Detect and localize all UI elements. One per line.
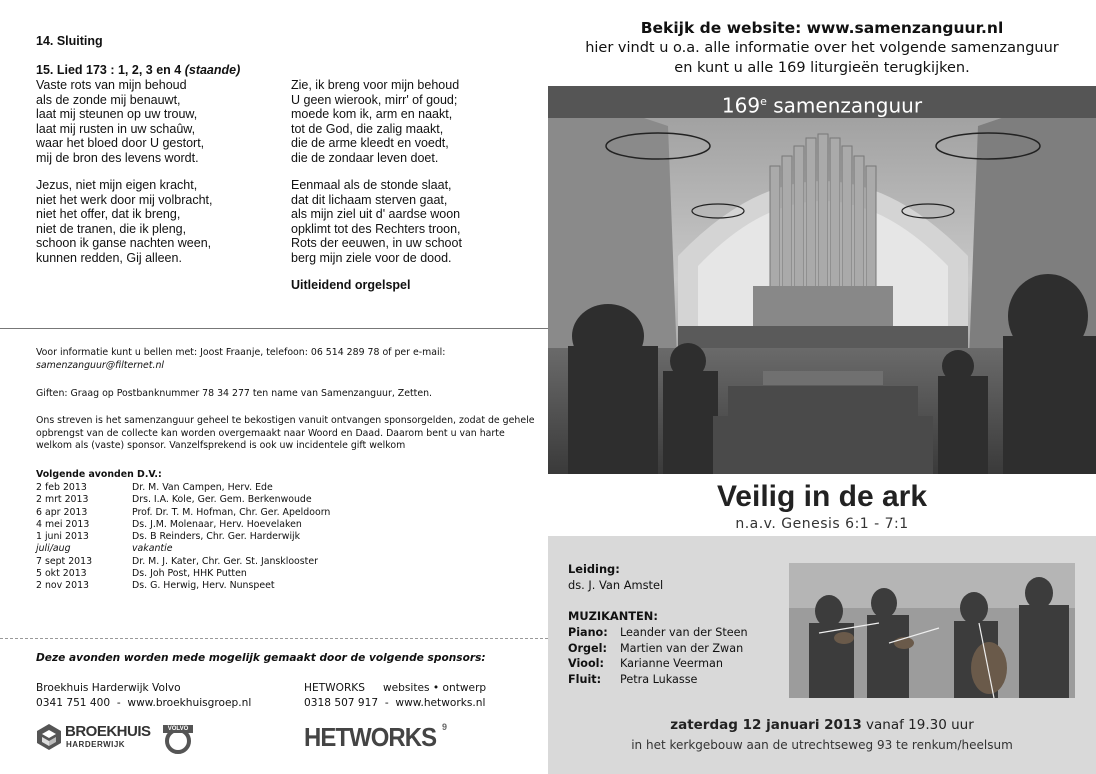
sponsors-intro: Deze avonden worden mede mogelijk gemaakt door de volgende sponsors: <box>36 652 486 664</box>
schedule-row <box>36 482 456 494</box>
gifts-text: Giften: Graag op Postbanknummer 78 34 277 ten name van Samenzanguur, Zetten. <box>36 388 433 399</box>
broekhuis-sub: HARDERWIJK <box>66 740 126 749</box>
sponsor-2-tagline: websites • ontwerp <box>383 682 487 694</box>
schedule-date: 7 sept 2013 <box>36 555 93 567</box>
sponsor-2-contact: 0318 507 917 - www.hetworks.nl <box>304 697 486 709</box>
event-date-main: zaterdag 12 januari 2013 <box>670 717 862 733</box>
hymn-title: 15. Lied 173 : 1, 2, 3 en 4 <box>36 63 185 77</box>
website-info-line: hier vindt u o.a. alle informatie over het volgende samenzanguur <box>585 40 1059 56</box>
schedule-row <box>36 494 456 506</box>
edition-banner <box>548 86 1096 118</box>
verse-1: Vaste rots van mijn behoud als de zonde mij benauwt, laat mij steunen op uw trouw, laat mij rusten in uw schaûw, waar het bloed door U gestort, mij de bron des levens wordt. <box>36 78 205 165</box>
schedule-row <box>36 519 456 531</box>
section-14-heading: 14. Sluiting <box>36 34 103 48</box>
edition-suffix: e <box>760 95 767 108</box>
broekhuis-wordmark: BROEKHUIS <box>65 723 151 740</box>
schedule-row <box>36 568 456 580</box>
hetworks-wordmark: HETWORKS <box>304 722 437 752</box>
event-title: Veilig in de ark <box>716 480 928 513</box>
edition-number: 169 <box>721 93 761 118</box>
hetworks-logo <box>304 722 464 754</box>
musician-row <box>568 656 798 672</box>
musician-row <box>568 641 798 657</box>
schedule-speaker: Ds. Joh Post, HHK Putten <box>132 568 247 580</box>
musician-instrument: Piano: <box>568 626 608 639</box>
schedule-heading: Volgende avonden D.V.: <box>36 469 162 480</box>
orchestra-image <box>789 563 1075 698</box>
schedule-date: 2 nov 2013 <box>36 580 90 592</box>
schedule-speaker: Ds. B Reinders, Chr. Ger. Harderwijk <box>132 531 301 543</box>
schedule-date: 5 okt 2013 <box>36 568 87 580</box>
section-15-heading <box>36 63 240 77</box>
broekhuis-emblem-icon <box>36 723 62 751</box>
schedule-speaker: Prof. Dr. T. M. Hofman, Chr. Ger. Apeldoorn <box>132 506 331 518</box>
church-interior-image <box>548 86 1096 474</box>
schedule-speaker: Drs. I.A. Kole, Ger. Gem. Berkenwoude <box>132 494 312 506</box>
schedule-row <box>36 556 456 568</box>
schedule-row <box>36 580 456 592</box>
schedule-row <box>36 531 456 543</box>
verse-3: Zie, ik breng voor mijn behoud U geen wierook, mirr' of goud; moede kom ik, arm en naakt, tot de God, die zalig maakt, die de arme kleedt en voedt, die de zondaar leven doet. <box>291 78 460 165</box>
contact-email[interactable]: samenzanguur@filternet.nl <box>36 360 165 371</box>
schedule-speaker: Dr. M. Van Campen, Herv. Ede <box>132 482 273 493</box>
schedule-speaker: Ds. J.M. Molenaar, Herv. Hoevelaken <box>132 518 302 530</box>
event-subtitle: n.a.v. Genesis 6:1 - 7:1 <box>735 516 909 532</box>
musician-instrument: Viool: <box>568 657 604 671</box>
musician-name: Karianne Veerman <box>620 657 723 671</box>
musician-instrument: Orgel: <box>568 641 607 655</box>
broekhuis-logo <box>36 721 156 755</box>
schedule-row <box>36 543 456 555</box>
schedule-date: 4 mei 2013 <box>36 518 90 530</box>
schedule-date: 2 mrt 2013 <box>36 494 89 506</box>
divider <box>0 328 548 329</box>
musicians-label: MUZIKANTEN: <box>568 609 658 623</box>
sponsor-1-contact: 0341 751 400 - www.broekhuisgroep.nl <box>36 697 252 709</box>
postlude: Uitleidend orgelspel <box>291 278 411 292</box>
volvo-wordmark: VOLVO <box>167 726 189 732</box>
musicians-photo <box>789 563 1075 698</box>
event-location: in het kerkgebouw aan de utrechtseweg 93 te renkum/heelsum <box>631 738 1013 752</box>
edition-label: samenzanguur <box>766 93 923 118</box>
leiding-label: Leiding: <box>568 562 620 576</box>
sponsor-2-name: HETWORKS <box>304 682 365 694</box>
leiding-name: ds. J. Van Amstel <box>568 578 664 592</box>
website-line[interactable]: Bekijk de website: www.samenzanguur.nl <box>640 19 1004 37</box>
schedule-table <box>36 482 456 593</box>
musician-instrument: Fluit: <box>568 672 602 686</box>
church-photo <box>548 86 1096 474</box>
schedule-speaker: vakantie <box>132 543 173 555</box>
aim-text: Ons streven is het samenzanguur geheel te bekostigen vanuit ontvangen sponsorgelden, zodat de gehele opbrengst van de collecte kan worden overgemaakt naar Woord en Daad. Daarom bent u van harte welkom als (vaste) sponsor. Vanzelfsprekend is ook uw incidentele gift welkom <box>36 415 535 452</box>
schedule-date: 6 apr 2013 <box>36 506 88 518</box>
schedule-date: juli/aug <box>36 543 71 555</box>
musician-row <box>568 672 798 688</box>
website-info-line-2: en kunt u alle 169 liturgieën terugkijken. <box>674 60 970 76</box>
contact-text: Voor informatie kunt u bellen met: Joost Fraanje, telefoon: 06 514 289 78 of per e-mail: <box>36 347 446 358</box>
musicians-list <box>568 625 798 687</box>
musician-name: Martien van der Zwan <box>620 641 744 655</box>
schedule-speaker: Dr. M. J. Kater, Chr. Ger. St. Jansklooster <box>132 555 318 567</box>
divider <box>0 638 548 639</box>
musician-row <box>568 625 798 641</box>
musician-name: Petra Lukasse <box>620 672 698 686</box>
musician-name: Leander van der Steen <box>620 626 748 639</box>
verse-4: Eenmaal als de stonde slaat, dat dit lichaam sterven gaat, als mijn ziel uit d' aardse woon opklimt tot des Rechters troon, Rots der eeuwen, in uw schoot berg mijn ziele voor de dood. <box>291 178 462 265</box>
schedule-date: 1 juni 2013 <box>36 531 89 543</box>
verse-2: Jezus, niet mijn eigen kracht, niet het werk door mij volbracht, niet het offer, dat ik breng, niet de tranen, die ik pleng, schoon ik ganse nachten ween, kunnen redden, Gij alleen. <box>36 178 213 265</box>
sponsor-1-name: Broekhuis Harderwijk Volvo <box>36 682 181 694</box>
hetworks-mark: 9 <box>442 722 448 732</box>
schedule-date: 2 feb 2013 <box>36 482 87 493</box>
schedule-row <box>36 507 456 519</box>
right-page <box>548 0 1096 774</box>
volvo-logo <box>162 722 194 756</box>
schedule-speaker: Ds. G. Herwig, Herv. Nunspeet <box>132 580 275 592</box>
hymn-note: (staande) <box>184 63 241 77</box>
event-time: vanaf 19.30 uur <box>861 717 974 733</box>
event-date <box>548 717 1096 733</box>
